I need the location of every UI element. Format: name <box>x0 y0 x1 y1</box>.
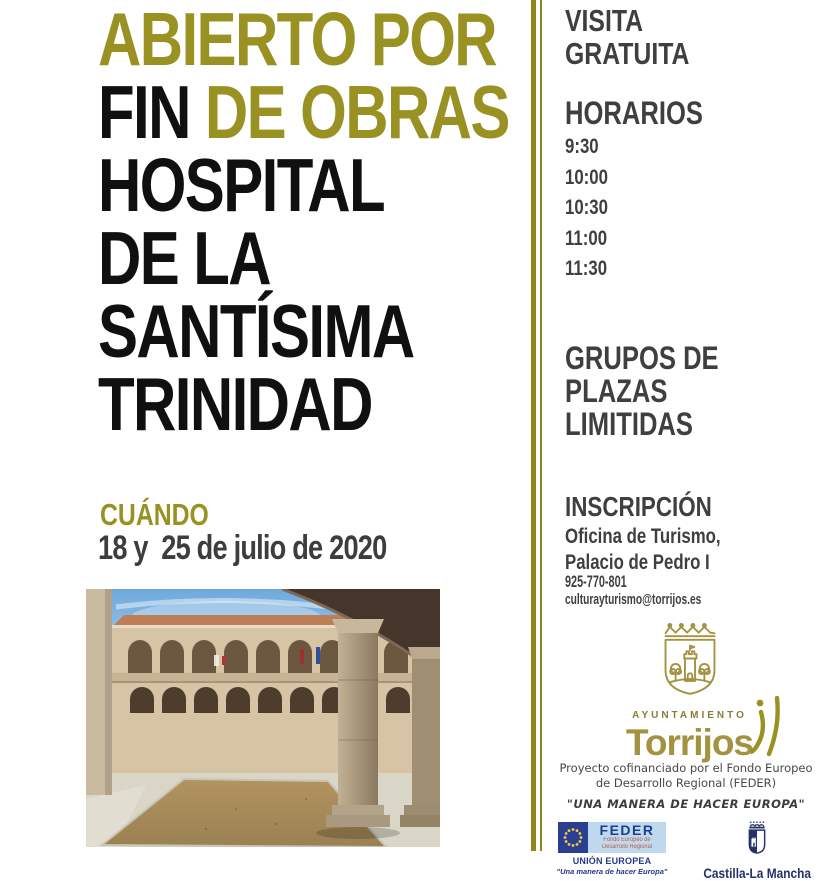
union-europea-label: UNIÓN EUROPEA <box>572 856 652 866</box>
feder-sub-line-1: Fondo Europeo de <box>603 837 651 843</box>
funding-line-1: Proyecto cofinanciado por el Fondo Europeo <box>559 761 813 775</box>
title-text: FIN <box>98 70 205 154</box>
visita-gratuita: VISITA GRATUITA <box>565 3 690 71</box>
title-text: DE LA <box>98 216 270 300</box>
time-item: 9:30 <box>565 135 599 158</box>
title-text: SANTÍSIMA <box>98 289 414 373</box>
horarios-list <box>565 132 619 285</box>
castilla-la-mancha-logo <box>690 820 824 881</box>
eu-feder-logo <box>554 822 670 876</box>
courtyard-photo <box>86 589 440 847</box>
info-column <box>552 0 827 881</box>
funding-slogan: "UNA MANERA DE HACER EUROPA" <box>566 797 806 811</box>
torrijos-name-row <box>626 722 753 764</box>
title-text: TRINIDAD <box>98 362 372 446</box>
vertical-divider-thin <box>540 0 542 851</box>
title-text: HOSPITAL <box>98 143 385 227</box>
union-europea-slogan: "Una manera de hacer Europa" <box>556 867 668 876</box>
eu-flag-icon <box>558 822 588 853</box>
feder-box <box>588 822 666 853</box>
horarios-heading: HORARIOS <box>565 95 703 131</box>
torrijos-name: Torrijos <box>626 722 753 763</box>
inscripcion-heading: INSCRIPCIÓN <box>565 491 712 522</box>
title-text: DE OBRAS <box>204 70 509 154</box>
funding-statement <box>558 761 814 812</box>
time-item: 11:30 <box>565 257 608 281</box>
phone-number: 925-770-801 <box>565 572 627 591</box>
eu-flag-row <box>554 822 670 853</box>
time-item: 10:00 <box>565 165 608 189</box>
inscripcion-address: Oficina de Turismo, Palacio de Pedro I <box>565 525 721 574</box>
grupos-note: GRUPOS DE PLAZAS LIMITIDAS <box>565 340 719 442</box>
vertical-divider-thick <box>531 0 536 851</box>
torrijos-crest-icon <box>654 618 726 702</box>
title-text: ABIERTO POR <box>98 0 497 81</box>
email-address: culturayturismo@torrijos.es <box>565 591 702 608</box>
clm-emblem-icon <box>739 820 775 860</box>
time-item: 11:00 <box>565 226 608 250</box>
feder-sub-line-2: Desarrollo Regional <box>601 843 653 850</box>
feder-label: FEDER <box>599 822 655 838</box>
clm-label: Castilla-La Mancha <box>703 866 811 881</box>
ayuntamiento-label: AYUNTAMIENTO <box>632 710 747 721</box>
time-item: 10:30 <box>565 196 608 220</box>
cuando-heading: CUÁNDO <box>100 497 209 532</box>
funding-line-2: de Desarrollo Regional (FEDER) <box>595 775 777 790</box>
event-date: 18 y 25 de julio de 2020 <box>98 529 387 567</box>
torrijos-logo <box>552 618 827 764</box>
